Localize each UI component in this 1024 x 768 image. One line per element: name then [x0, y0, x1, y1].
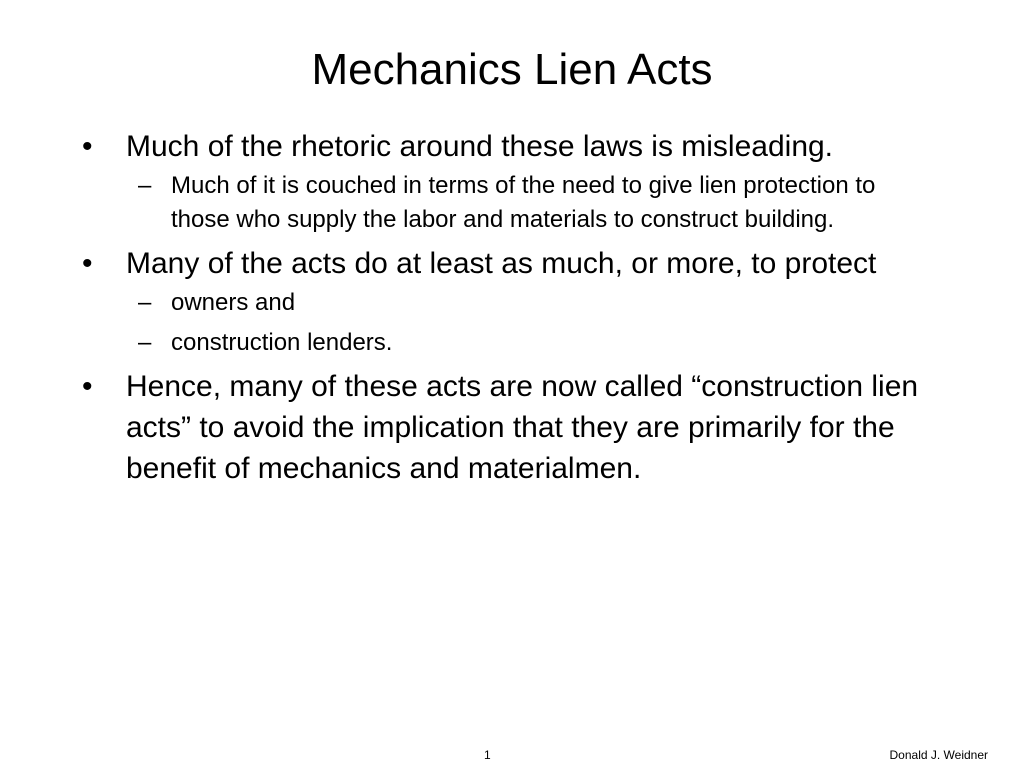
bullet-text: Much of the rhetoric around these laws is misleading.	[126, 130, 834, 163]
sub-bullet-item	[80, 286, 940, 320]
sub-bullet-marker: –	[138, 172, 152, 199]
bullet-item	[80, 126, 940, 167]
sub-bullet-marker: –	[138, 329, 152, 356]
bullet-item	[80, 243, 940, 284]
bullet-marker: •	[82, 130, 93, 163]
bullet-marker: •	[82, 370, 93, 403]
sub-bullet-text: construction lenders.	[171, 329, 393, 356]
sub-bullet-item	[80, 326, 940, 360]
footer-author: Donald J. Weidner	[889, 748, 988, 762]
sub-bullet-text: owners and	[171, 289, 296, 316]
bullet-marker: •	[82, 247, 93, 280]
page-number: 1	[484, 748, 491, 762]
bullet-text: Many of the acts do at least as much, or more, to protect	[126, 247, 877, 280]
sub-bullet-item	[80, 169, 940, 237]
slide-content	[80, 126, 940, 491]
bullet-item	[80, 366, 940, 489]
bullet-text: Hence, many of these acts are now called “construction lien acts” to avoid the implication that they are primarily for the benefit of mechanics and materialmen.	[126, 370, 919, 485]
sub-bullet-text: Much of it is couched in terms of the need to give lien protection to those who supply the labor and materials to construct building.	[171, 172, 876, 233]
slide-title: Mechanics Lien Acts	[311, 45, 713, 94]
sub-bullet-marker: –	[138, 289, 152, 316]
